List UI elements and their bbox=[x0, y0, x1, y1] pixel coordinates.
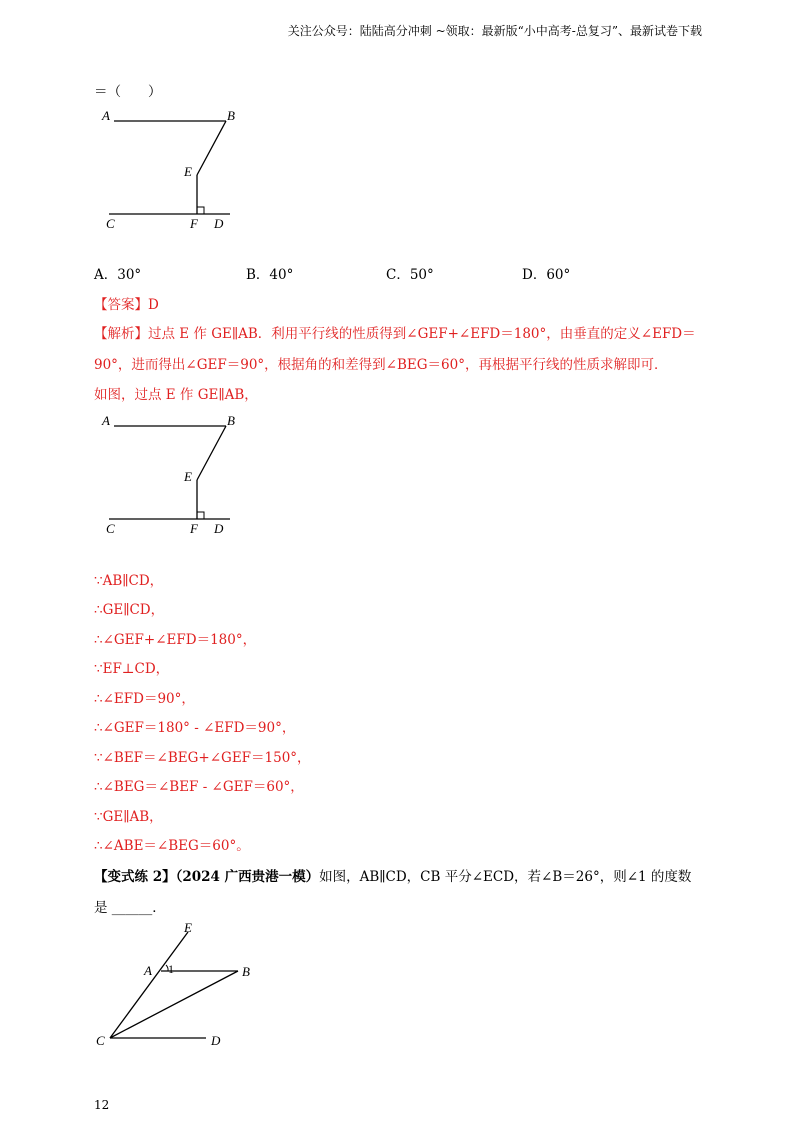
label-a: A bbox=[144, 963, 152, 978]
label-c: C bbox=[106, 216, 115, 231]
label-a: A bbox=[102, 413, 110, 428]
label-f: F bbox=[190, 216, 198, 231]
label-e: E bbox=[184, 920, 192, 935]
variant-source: （2024 广西贵港一模） bbox=[175, 869, 320, 885]
variant-text: 如图，AB∥CD，CB 平分∠ECD，若∠B＝26°，则∠1 的度数 bbox=[319, 869, 692, 885]
step-4: ∵EF⊥CD， bbox=[94, 661, 170, 677]
label-d: D bbox=[214, 521, 224, 536]
label-d: D bbox=[211, 1033, 221, 1048]
step-1: ∵AB∥CD， bbox=[94, 573, 164, 589]
analysis-line-3: 如图，过点 E 作 GE∥AB， bbox=[94, 387, 258, 403]
figure-1 bbox=[94, 104, 244, 232]
label-b: B bbox=[227, 108, 235, 123]
step-10: ∴∠ABE＝∠BEG＝60°。 bbox=[94, 838, 250, 854]
step-2: ∴GE∥CD， bbox=[94, 602, 165, 618]
option-c: C．50° bbox=[386, 267, 434, 283]
label-angle-1: 1 bbox=[168, 962, 174, 976]
figure-2 bbox=[94, 409, 244, 537]
page-number: 12 bbox=[94, 1098, 110, 1112]
label-c: C bbox=[96, 1033, 105, 1048]
label-a: A bbox=[102, 108, 110, 123]
question-tail: ＝（ ） bbox=[94, 84, 162, 100]
step-9: ∵GE∥AB， bbox=[94, 809, 163, 825]
analysis-line-1: 【解析】过点 E 作 GE∥AB．利用平行线的性质得到∠GEF+∠EFD＝180°，由垂直的定义∠EFD＝ bbox=[94, 326, 696, 342]
variant-question-line-2: 是 ______． bbox=[94, 900, 166, 916]
step-7: ∵∠BEF＝∠BEG+∠GEF＝150°， bbox=[94, 750, 311, 766]
label-e: E bbox=[184, 164, 192, 179]
answer: 【答案】D bbox=[94, 297, 159, 313]
step-6: ∴∠GEF＝180° - ∠EFD＝90°， bbox=[94, 720, 296, 736]
step-5: ∴∠EFD＝90°， bbox=[94, 691, 195, 707]
variant-tag: 【变式练 2】 bbox=[94, 869, 176, 885]
label-d: D bbox=[214, 216, 224, 231]
figure-3 bbox=[94, 920, 264, 1055]
label-e: E bbox=[184, 469, 192, 484]
variant-question bbox=[94, 865, 691, 885]
analysis-line-2: 90°，进而得出∠GEF＝90°，根据角的和差得到∠BEG＝60°，再根据平行线的性质求解即可． bbox=[94, 357, 668, 373]
option-b: B．40° bbox=[246, 267, 294, 283]
label-b: B bbox=[242, 964, 250, 979]
label-c: C bbox=[106, 521, 115, 536]
label-b: B bbox=[227, 413, 235, 428]
option-d: D．60° bbox=[522, 267, 571, 283]
label-f: F bbox=[190, 521, 198, 536]
option-a: A．30° bbox=[94, 267, 142, 283]
page-header: 关注公众号：陆陆高分冲刺 ~领取：最新版“小中高考-总复习”、最新试卷下载 bbox=[287, 24, 702, 38]
step-8: ∴∠BEG＝∠BEF - ∠GEF＝60°， bbox=[94, 779, 304, 795]
step-3: ∴∠GEF+∠EFD＝180°， bbox=[94, 632, 257, 648]
